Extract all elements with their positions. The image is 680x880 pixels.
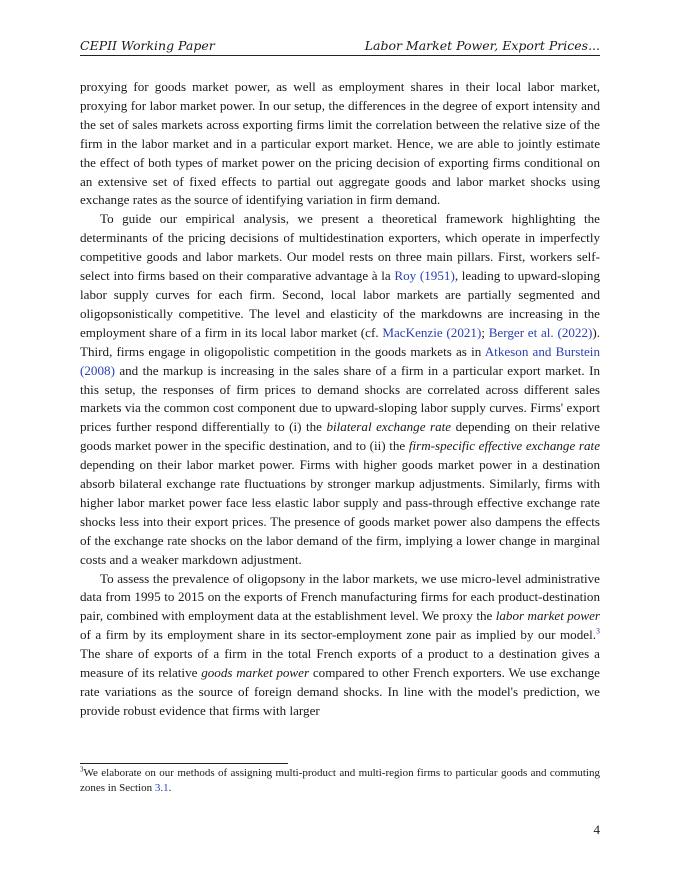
text-span: depending on their labor market power. Firms with higher goods market power in a destination absorb bilateral exchange rate fluctuations by stronger markup adjustments. Similarly, firms with higher labor market power face less elastic labor supply and pass-through effective exchange rate shocks less into their export prices. The presence of goods market power also dampens the effects of the exchange rate shocks on the labor demand of the firm, implying a lower change in marginal costs and a weaker markdown adjustment. bbox=[80, 457, 600, 567]
page-number: 4 bbox=[593, 822, 600, 837]
text-span: ; bbox=[481, 324, 489, 340]
footnote bbox=[80, 766, 600, 796]
emphasis-goods-market-power: goods market power bbox=[201, 665, 310, 681]
cite-year: 1951 bbox=[424, 268, 451, 284]
text-span: , leading to upward-sloping labor supply curves for each firm. Second, local labor markets are partially segmented and oligopsonistically competitive. The level and elasticity of the markdowns are increasing in the employment share of a firm in its local labor market (cf. bbox=[80, 268, 600, 340]
citation-atkeson-burstein[interactable]: Atkeson and Burstein (2008) bbox=[80, 343, 600, 378]
text-span: To assess the prevalence of oligopsony in the labor markets, we use micro-level administrative data from 1995 to 2015 on the exports of French manufacturing firms for each product-destination pair, combined with employment data at the establishment level. We proxy the bbox=[80, 570, 600, 624]
cite-author: MacKenzie bbox=[382, 324, 443, 340]
main-text bbox=[80, 78, 600, 721]
header-right: Labor Market Power, Export Prices... bbox=[364, 38, 600, 53]
text-span: The share of exports of a firm in the total French exports of a product to a destination gives a measure of its relative bbox=[80, 646, 600, 681]
text-span: of a firm by its employment share in its sector-employment zone pair as implied by our model. bbox=[80, 627, 596, 643]
paragraph-2 bbox=[80, 210, 600, 569]
cite-year: 2008 bbox=[84, 362, 111, 378]
text-span: compared to other French exporters. We use exchange rate variations as the source of foreign demand shocks. In line with the model's prediction, we provide robust evidence that firms with larger bbox=[80, 665, 600, 718]
cite-author: Roy bbox=[394, 268, 417, 284]
cite-year: 2022 bbox=[561, 324, 588, 340]
citation-roy[interactable]: Roy (1951) bbox=[394, 268, 455, 284]
text-span: depending on their relative goods market power in the specific destination, and to (ii) the bbox=[80, 419, 600, 454]
footnote-rule bbox=[80, 763, 288, 764]
section-link[interactable]: 3.1 bbox=[154, 782, 169, 794]
cite-author: Atkeson and Burstein bbox=[484, 343, 600, 359]
emphasis-firm-specific-rate: firm-specific effective exchange rate bbox=[408, 438, 601, 454]
running-header bbox=[80, 38, 600, 56]
footnote-text: We elaborate on our methods of assigning multi-product and multi-region firms to particular goods and commuting zones in Section bbox=[80, 767, 600, 794]
emphasis-labor-market-power: labor market power bbox=[495, 608, 600, 624]
cite-year: 2021 bbox=[450, 324, 477, 340]
citation-mackenzie[interactable]: MacKenzie (2021) bbox=[382, 324, 482, 340]
emphasis-bilateral-exchange-rate: bilateral exchange rate bbox=[326, 419, 452, 435]
footnote-marker[interactable]: 3 bbox=[596, 626, 600, 636]
cite-author: Berger et al. bbox=[488, 324, 554, 340]
text-span: and the markup is increasing in the sales share of a firm in a particular export market. In this setup, the responses of firm prices to demand shocks are correlated across different sales markets via the common cost component due to upward-sloping labor supply curves. Firms' export prices further respond differentially to (i) the bbox=[80, 362, 600, 435]
footnote-number: 3 bbox=[80, 765, 84, 774]
footnote-end: . bbox=[168, 782, 172, 794]
citation-berger[interactable]: Berger et al. (2022) bbox=[488, 324, 593, 340]
text-span: ). Third, firms engage in oligopolistic competition in the goods markets as in bbox=[80, 324, 601, 359]
paragraph-1: proxying for goods market power, as well as employment shares in their local labor market, proxying for labor market power. In our setup, the differences in the degree of export intensity and the set of sales markets across exporting firms limit the correlation between the relative size of the firm in the labor market and in a particular export market. Hence, we are able to jointly estimate the effect of both types of market power on the pricing decision of exporting firms conditional on an extensive set of fixed effects to partial out aggregate goods and labor market shocks using exchange rates as the source of identifying variation in firm demand. bbox=[80, 79, 600, 208]
text-span: To guide our empirical analysis, we present a theoretical framework highlighting the determinants of the pricing decisions of multidestination exporters, which operate in imperfectly competitive goods and labor markets. Our model rests on three main pillars. First, workers self-select into firms based on their comparative advantage à la bbox=[80, 211, 600, 284]
header-left: CEPII Working Paper bbox=[80, 38, 215, 53]
paragraph-3 bbox=[80, 570, 600, 721]
